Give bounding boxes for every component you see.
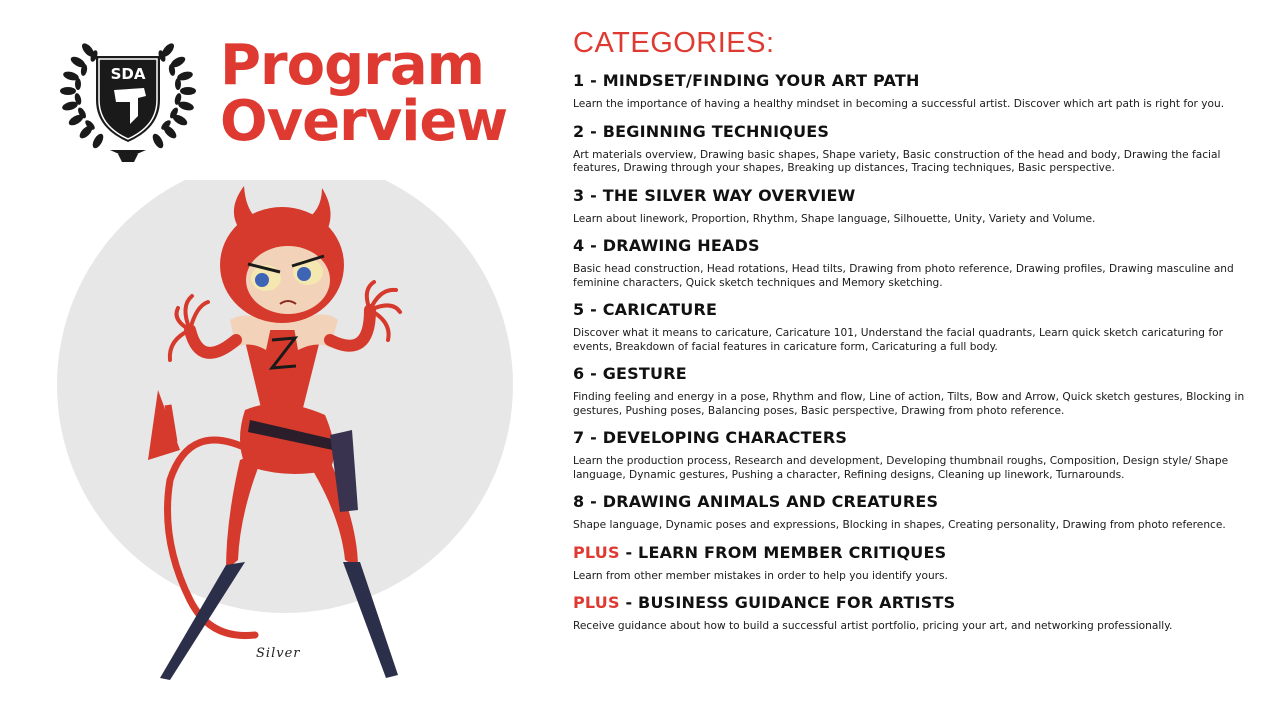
category-prefix: PLUS	[573, 542, 620, 562]
category-item	[573, 122, 1253, 176]
laurel-shield-logo-icon	[58, 24, 198, 164]
category-title	[573, 364, 1253, 384]
logo-text: SDA	[110, 65, 146, 83]
category-item	[573, 71, 1253, 112]
category-title	[573, 428, 1253, 448]
category-description: Learn the production process, Research and development, Developing thumbnail roughs, Composition, Design style/ Shape language, Dynamic gestures, Pushing a character, Refining designs, Cleaning up linework, Turnarounds.	[573, 455, 1229, 481]
category-title-text: 5 - CARICATURE	[573, 300, 718, 319]
category-title	[573, 186, 1253, 206]
category-title	[573, 71, 1253, 91]
category-description: Learn about linework, Proportion, Rhythm, Shape language, Silhouette, Unity, Variety and Volume.	[573, 212, 1096, 225]
category-title-text: 7 - DEVELOPING CHARACTERS	[573, 428, 848, 447]
category-title-text: 2 - BEGINNING TECHNIQUES	[573, 121, 830, 141]
category-description: Discover what it means to caricature, Caricature 101, Understand the facial quadrants, Learn quick sketch caricaturing for events, Breakdown of facial features in caricature form, Caricaturing a full body.	[573, 327, 1223, 353]
category-title	[573, 593, 1253, 613]
category-item	[573, 543, 1253, 584]
devil-girl-character-illustration	[40, 180, 540, 700]
category-description: Receive guidance about how to build a successful artist portfolio, pricing your art, and networking professionally.	[573, 620, 1173, 632]
category-title	[573, 543, 1253, 563]
categories-panel	[573, 26, 1253, 634]
page-title	[220, 33, 508, 154]
category-title-text: 3 - THE SILVER WAY OVERVIEW	[573, 185, 856, 205]
category-title-text: 4 - DRAWING HEADS	[573, 236, 760, 255]
category-title	[573, 236, 1253, 256]
category-title	[573, 122, 1253, 142]
category-item	[573, 593, 1253, 634]
category-item	[573, 364, 1253, 418]
category-title-text: - LEARN FROM MEMBER CRITIQUES	[619, 542, 947, 562]
category-description: Learn the importance of having a healthy mindset in becoming a successful artist. Discover which art path is right for you.	[573, 98, 1225, 110]
category-title-text: 1 - MINDSET/FINDING YOUR ART PATH	[573, 71, 920, 90]
title-line-2: Overview	[220, 89, 508, 154]
category-description: Art materials overview, Drawing basic shapes, Shape variety, Basic construction of the head and body, Drawing the facial features, Drawing through your shapes, Breaking up distances, Tracing techniques, Basic perspective.	[573, 148, 1221, 174]
left-panel	[0, 0, 560, 720]
category-title	[573, 300, 1253, 320]
category-item	[573, 186, 1253, 227]
category-item	[573, 300, 1253, 354]
category-description: Shape language, Dynamic poses and expressions, Blocking in shapes, Creating personality, Drawing from photo reference.	[573, 519, 1226, 531]
category-description: Learn from other member mistakes in order to help you identify yours.	[573, 569, 948, 582]
title-line-1: Program	[220, 33, 484, 98]
category-item	[573, 236, 1253, 290]
artist-signature: Silver	[256, 646, 301, 661]
category-prefix: PLUS	[573, 593, 620, 612]
category-title-text: 8 - DRAWING ANIMALS AND CREATURES	[573, 492, 939, 511]
category-description: Basic head construction, Head rotations, Head tilts, Drawing from photo reference, Drawing profiles, Drawing masculine and feminine characters, Quick sketch techniques and Memory sketching.	[573, 263, 1234, 289]
category-title-text: 6 - GESTURE	[573, 364, 687, 383]
category-title-text: - BUSINESS GUIDANCE FOR ARTISTS	[619, 593, 956, 612]
category-item	[573, 492, 1253, 533]
categories-heading: CATEGORIES:	[573, 27, 775, 59]
category-item	[573, 428, 1253, 482]
category-description: Finding feeling and energy in a pose, Rhythm and flow, Line of action, Tilts, Bow and Arrow, Quick sketch gestures, Blocking in gestures, Pushing poses, Balancing poses, Basic perspective, Drawing from photo reference.	[573, 391, 1245, 417]
category-title	[573, 492, 1253, 512]
